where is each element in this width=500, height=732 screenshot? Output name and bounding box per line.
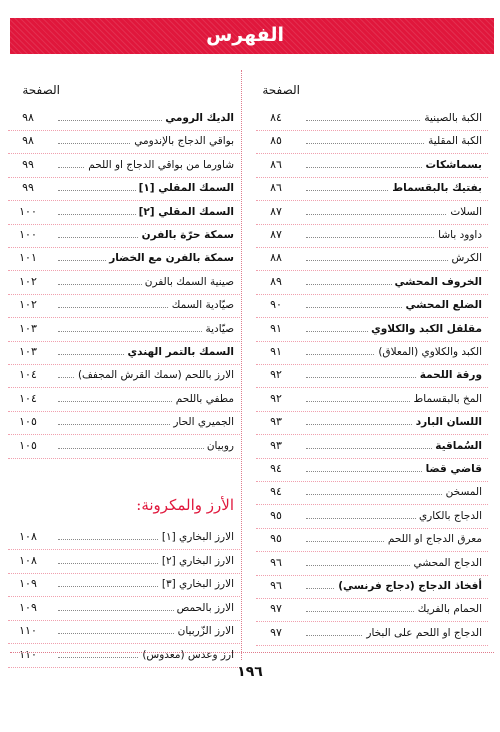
toc-entry-page: ١٠٥	[19, 438, 37, 452]
toc-entry-title: اللسان البارد	[413, 414, 482, 430]
toc-entry-title: معرق الدجاج او اللحم	[385, 531, 482, 547]
toc-entry	[256, 131, 488, 151]
toc-entry-title: الديك الرومي	[162, 110, 234, 126]
toc-entry-title: الارز الزّربيان	[175, 623, 234, 639]
toc-entry-title: سمكة بالفرن مع الخضار	[106, 250, 234, 266]
toc-entry	[8, 272, 240, 292]
toc-entry-page: ٩٣	[270, 438, 282, 452]
toc-entry-title: الارز البخاري [١]	[159, 529, 234, 545]
toc-entry	[8, 319, 240, 339]
toc-entry-title: ورقة اللحمة	[417, 367, 482, 383]
toc-entry	[256, 225, 488, 245]
toc-entry-page: ٨٧	[270, 228, 282, 241]
toc-entry-title: صيّادية السمك	[169, 297, 234, 313]
column-divider	[241, 70, 242, 660]
toc-entry-page: ١٠١	[19, 251, 37, 265]
toc-entry	[256, 459, 488, 479]
toc-entry-title: الارز البخاري [٢]	[159, 553, 234, 569]
toc-entry-title: السمك المقلي [٢]	[136, 204, 234, 220]
toc-entry-page: ٨٤	[270, 111, 282, 124]
toc-entry-page: ١٠٤	[19, 368, 37, 382]
toc-entry	[8, 108, 240, 128]
toc-entry	[8, 645, 240, 665]
toc-entry	[8, 527, 240, 547]
toc-entry-page: ٨٩	[270, 274, 282, 288]
toc-entry	[256, 365, 488, 385]
toc-entry-title: قاضي قضا	[423, 461, 482, 477]
toc-entry-page: ١٠٣	[19, 321, 37, 335]
toc-entry-title: السُماقية	[432, 438, 482, 454]
toc-entry-title: صيّادية	[202, 321, 234, 337]
toc-entry-title: صينية السمك بالفرن	[142, 274, 234, 290]
toc-entry	[256, 155, 488, 175]
toc-entry-title: الجميري الحار	[170, 414, 234, 430]
toc-entry-page: ٩٢	[270, 368, 282, 382]
toc-entry	[256, 436, 488, 456]
toc-entry	[8, 574, 240, 594]
page-number: ١٩٦	[237, 664, 263, 680]
toc-entry	[256, 599, 488, 619]
toc-entry	[256, 178, 488, 198]
toc-entry-page: ١٠٤	[19, 391, 37, 405]
toc-entry	[8, 598, 240, 618]
toc-entry-title: سمكة حرّة بالفرن	[139, 227, 234, 243]
toc-entry-title: أفخاذ الدجاج (دجاج فرنسي)	[335, 578, 482, 594]
toc-entry-page: ٩٧	[270, 625, 282, 639]
toc-entry	[256, 412, 488, 432]
header-band	[10, 18, 494, 54]
toc-entry-title: بفتيك بالبقسماط	[389, 180, 482, 196]
toc-entry-page: ١٠٩	[19, 577, 37, 591]
toc-entry-page: ٩٧	[270, 602, 282, 616]
toc-entry-page: ١٠٩	[19, 600, 37, 614]
left-column-heading: الصفحة	[22, 83, 60, 97]
toc-entry-page: ٩٩	[22, 157, 34, 171]
toc-entry-page: ٩٣	[270, 415, 282, 429]
toc-entry-title: مقلقل الكبد والكلاوي	[368, 321, 482, 337]
toc-entry-page: ٩٨	[22, 111, 34, 124]
right-column-heading: الصفحة	[262, 83, 300, 97]
toc-entry	[8, 551, 240, 571]
toc-entry-page: ١٠٠	[19, 228, 37, 241]
toc-entry-page: ٩٤	[270, 462, 282, 475]
toc-entry-title: الحمام بالفريك	[415, 601, 482, 617]
toc-entry	[256, 529, 488, 549]
toc-entry-title: الدجاج بالكاري	[416, 508, 482, 524]
toc-entry-page: ٩٥	[270, 532, 282, 546]
toc-entry-page: ٨٧	[270, 204, 282, 218]
toc-entry-page: ٩٠	[270, 298, 282, 312]
toc-entry-title: الدجاج المحشي	[410, 555, 482, 571]
toc-entry-page: ١١٠	[19, 648, 37, 661]
toc-entry-page: ٨٨	[270, 251, 282, 265]
toc-entry	[8, 295, 240, 315]
toc-entry-title: السمك المقلي [١]	[136, 180, 234, 196]
toc-entry-page: ١٠٨	[19, 530, 37, 543]
toc-entry-title: الارز البخاري [٣]	[159, 576, 234, 592]
toc-entry	[256, 202, 488, 222]
toc-entry	[256, 342, 488, 362]
toc-entry-title: ارز وعدس (معدوس)	[139, 647, 234, 663]
toc-entry-page: ٩١	[270, 321, 282, 335]
toc-entry	[256, 576, 488, 596]
toc-entry-title: الكبة المقلية	[425, 133, 482, 149]
toc-entry	[256, 506, 488, 526]
toc-entry-title: الارز بالحمص	[174, 600, 234, 616]
toc-entry	[256, 319, 488, 339]
toc-entry-page: ٨٦	[270, 157, 282, 171]
toc-entry	[8, 365, 240, 385]
toc-entry-title: المسخن	[443, 484, 482, 500]
toc-entry	[8, 178, 240, 198]
toc-entry-page: ٩٩	[22, 181, 34, 195]
toc-entry-title: الدجاج او اللحم على البخار	[363, 625, 482, 641]
toc-entry-page: ٩٤	[270, 485, 282, 499]
toc-entry	[256, 553, 488, 573]
toc-entry	[8, 131, 240, 151]
toc-entry	[256, 389, 488, 409]
toc-entry-page: ٨٥	[270, 134, 282, 148]
section-heading: الأرز والمكرونة:	[136, 496, 234, 514]
toc-entry	[8, 436, 240, 456]
toc-entry-page: ١٠٨	[19, 553, 37, 567]
toc-entry-page: ١٠٢	[19, 274, 37, 288]
toc-entry-page: ١٠٠	[19, 204, 37, 218]
toc-entry-page: ١٠٥	[19, 415, 37, 429]
toc-entry-title: الكرش	[448, 250, 482, 266]
toc-entry	[8, 389, 240, 409]
toc-entry-page: ٩١	[270, 345, 282, 358]
toc-entry-page: ٩٦	[270, 579, 282, 592]
toc-entry-page: ٩٢	[270, 391, 282, 405]
toc-entry	[8, 155, 240, 175]
footer-rule	[10, 652, 494, 653]
toc-entry	[8, 202, 240, 222]
toc-entry-title: الكبد والكلاوي (المعلاق)	[375, 344, 482, 360]
toc-entry-page: ١٠٣	[19, 345, 37, 358]
toc-entry	[256, 623, 488, 643]
toc-entry-title: الضلع المحشي	[403, 297, 482, 313]
toc-entry-title: الارز باللحم (سمك القرش المجفف)	[75, 367, 234, 383]
toc-entry-title: روبيان	[204, 438, 234, 454]
toc-entry-page: ٩٥	[270, 508, 282, 522]
toc-entry	[256, 272, 488, 292]
toc-entry	[8, 412, 240, 432]
page-title: الفهرس	[206, 24, 284, 46]
toc-entry-title: بواقي الدجاج بالإندومي	[131, 133, 234, 149]
toc-entry-title: الكبة بالصينية	[421, 110, 482, 126]
toc-entry-page: ١١٠	[19, 624, 37, 638]
toc-entry	[8, 225, 240, 245]
toc-entry-title: المخ بالبقسماط	[411, 391, 482, 407]
toc-entry	[256, 295, 488, 315]
toc-entry-page: ٨٦	[270, 181, 282, 195]
toc-entry-title: داوود باشا	[435, 227, 482, 243]
toc-entry	[8, 342, 240, 362]
toc-entry	[8, 621, 240, 641]
toc-entry	[8, 248, 240, 268]
row-separator	[8, 458, 240, 459]
toc-entry	[256, 108, 488, 128]
toc-entry-title: مطفي باللحم	[173, 391, 234, 407]
toc-entry-title: السلات	[447, 204, 482, 220]
toc-entry	[256, 482, 488, 502]
toc-entry-title: الخروف المحشي	[392, 274, 482, 290]
toc-entry	[256, 248, 488, 268]
toc-entry-title: السمك بالتمر الهندي	[125, 344, 235, 360]
toc-entry-title: بسماشكات	[422, 157, 482, 173]
row-separator	[256, 645, 488, 646]
toc-entry-page: ٩٨	[22, 134, 34, 148]
toc-entry-page: ٩٦	[270, 555, 282, 569]
toc-entry-title: شاورما من بواقي الدجاج او اللحم	[85, 157, 234, 173]
toc-entry-page: ١٠٢	[19, 298, 37, 312]
